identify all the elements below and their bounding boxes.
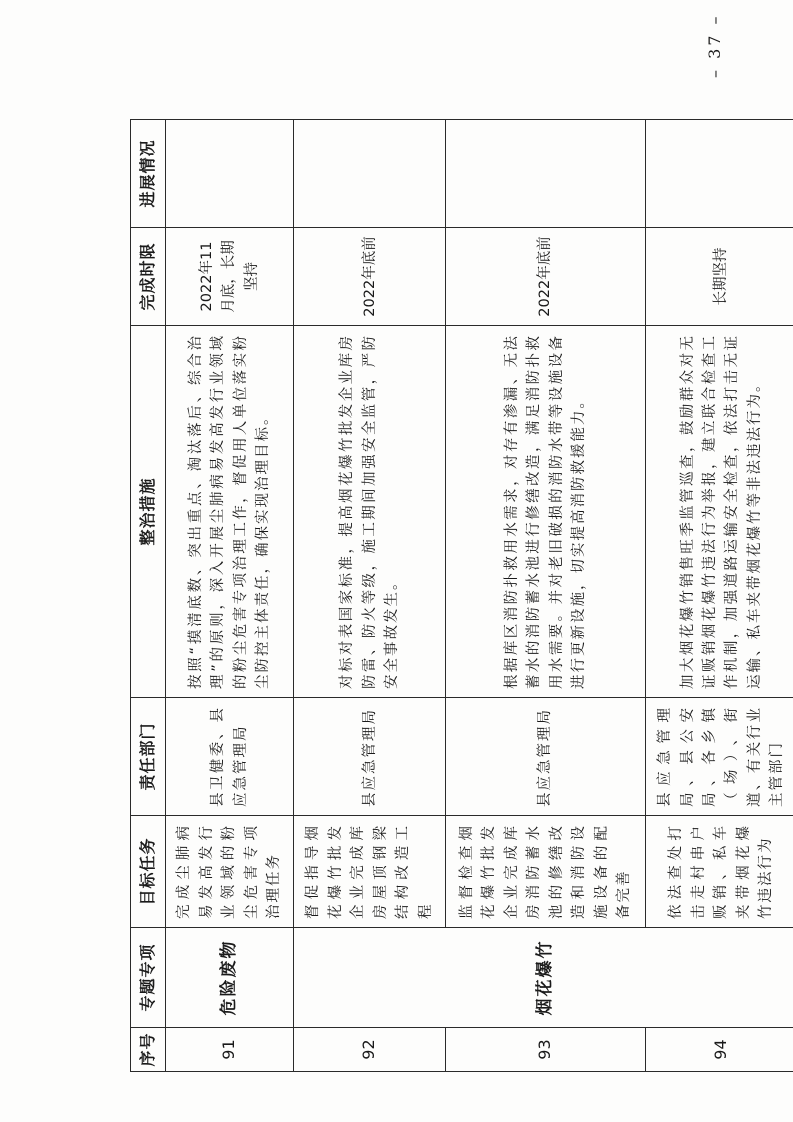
progress-cell xyxy=(645,120,793,228)
table-header-row xyxy=(131,120,166,1072)
dept-cell: 县应急管理局、县公安局、各乡镇（场）、街道、有关行业主管部门 xyxy=(645,698,793,816)
dept-cell: 县卫健委、县应急管理局 xyxy=(166,698,294,816)
rectification-table xyxy=(130,119,793,1072)
deadline-cell: 2022年11月底，长期坚持 xyxy=(166,228,294,326)
rotated-table-container xyxy=(130,120,793,1072)
header-progress: 进展情况 xyxy=(131,120,166,228)
progress-cell xyxy=(446,120,646,228)
header-category: 专题专项 xyxy=(131,928,166,1028)
row-serial: 92 xyxy=(294,1028,446,1072)
header-measures: 整治措施 xyxy=(131,326,166,698)
deadline-cell: 长期坚持 xyxy=(645,228,793,326)
header-deadline: 完成时限 xyxy=(131,228,166,326)
page-number: – 37 – xyxy=(705,13,724,78)
header-dept: 责任部门 xyxy=(131,698,166,816)
measures-cell: 加大烟花爆竹销售旺季监管巡查，鼓励群众对无证贩销烟花爆竹违法行为举报，建立联合检查工作机制，加强道路运输安全检查，依法打击无证运输、私车夹带烟花爆竹等非法违法行为。 xyxy=(645,326,793,698)
row-serial: 91 xyxy=(166,1028,294,1072)
measures-cell: 按照“摸清底数、突出重点、淘汰落后、综合治理”的原则，深入开展尘肺病易发高发行业领域的粉尘危害专项治理工作，督促用人单位落实粉尘防控主体责任，确保实现治理目标。 xyxy=(166,326,294,698)
header-target: 目标任务 xyxy=(131,816,166,928)
deadline-cell: 2022年底前 xyxy=(446,228,646,326)
progress-cell xyxy=(166,120,294,228)
row-serial: 93 xyxy=(446,1028,646,1072)
row-serial: 94 xyxy=(645,1028,793,1072)
table-row xyxy=(166,120,294,1072)
progress-cell xyxy=(294,120,446,228)
dept-cell: 县应急管理局 xyxy=(446,698,646,816)
target-cell: 完成尘肺病易发高发行业领域的粉尘危害专项治理任务 xyxy=(166,816,294,928)
dept-cell: 县应急管理局 xyxy=(294,698,446,816)
target-cell: 督促指导烟花爆竹批发企业完成库房屋顶钢梁结构改造工程 xyxy=(294,816,446,928)
measures-cell: 对标对表国家标准，提高烟花爆竹批发企业库房防雷、防火等级，施工期间加强安全监管，严防安全事故发生。 xyxy=(294,326,446,698)
header-serial: 序号 xyxy=(131,1028,166,1072)
category-cell: 危险废物 xyxy=(166,928,294,1028)
target-cell: 依法查处打击走村串户贩销、私车夹带烟花爆竹违法行为 xyxy=(645,816,793,928)
category-cell: 烟花爆竹 xyxy=(294,928,793,1028)
target-cell: 监督检查烟花爆竹批发企业完成库房消防蓄水池的修缮改造和消防设施设备的配备完善 xyxy=(446,816,646,928)
deadline-cell: 2022年底前 xyxy=(294,228,446,326)
table-row xyxy=(294,120,446,1072)
measures-cell: 根据库区消防扑救用水需求，对存有渗漏、无法蓄水的消防蓄水池进行修缮改造，满足消防扑救用水需要。并对老旧破损的消防水带等设施设备进行更新设施，切实提高消防救援能力。 xyxy=(446,326,646,698)
